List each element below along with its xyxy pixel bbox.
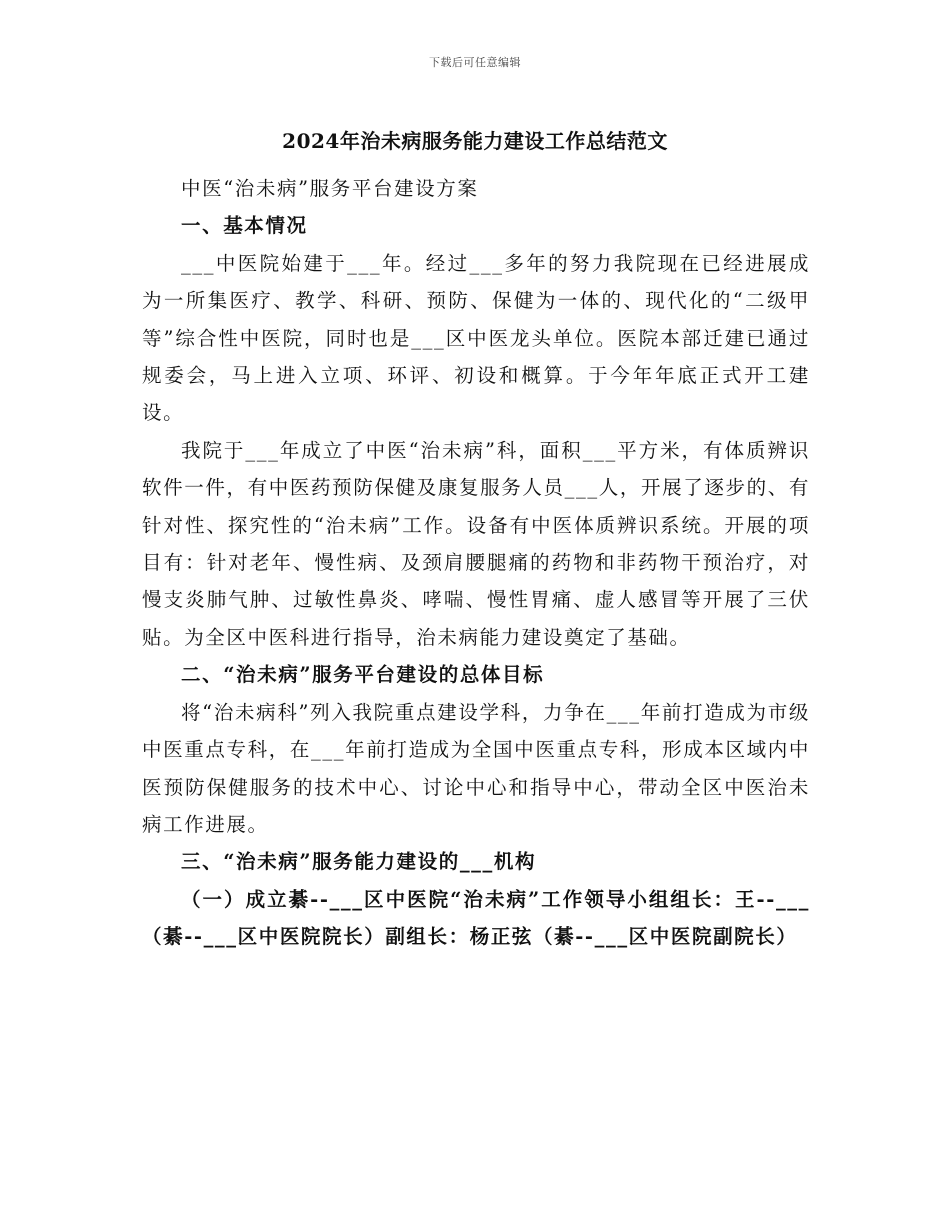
section-3-heading: 三、“治未病”服务能力建设的___机构 [181, 850, 537, 874]
section-1-paragraph-2: 我院于___年成立了中医“治未病”科，面积___平方米，有体质辨识软件一件，有中医药预防保健及康复服务人员___人，开展了逐步的、有针对性、探究性的“治未病”工作。设备有中医体质辨识系统。开展的项目有：针对老年、慢性病、及颈肩腰腿痛的药物和非药物干预治疗，对慢支炎肺气肿、过敏性鼻炎、哮喘、慢性胃痛、虚人感冒等开展了三伏贴。为全区中医科进行指导，治未病能力建设奠定了基础。 [142, 438, 810, 649]
section-1-heading: 一、基本情况 [181, 214, 308, 238]
section-2-heading: 二、“治未病”服务平台建设的总体目标 [181, 663, 545, 687]
section-2-paragraph-1: 将“治未病科”列入我院重点建设学科，力争在___年前打造成为市级中医重点专科，在___年前打造成为全国中医重点专科，形成本区域内中医预防保健服务的技术中心、讨论中心和指导中心，带动全区中医治未病工作进展。 [142, 700, 810, 836]
document-body [142, 170, 810, 956]
document-title: 2024年治未病服务能力建设工作总结范文 [282, 129, 668, 153]
section-3-paragraph-1: （一）成立綦--___区中医院“治未病”工作领导小组组长：王--___（綦--___区中医院院长）副组长：杨正弦（綦--___区中医院副院长） [142, 887, 810, 949]
subtitle: 中医“治未病”服务平台建设方案 [181, 177, 479, 200]
header-note: 下载后可任意编辑 [429, 56, 521, 69]
section-1-paragraph-1: ___中医院始建于___年。经过___多年的努力我院现在已经进展成为一所集医疗、教学、科研、预防、保健为一体的、现代化的“二级甲等”综合性中医院，同时也是___区中医龙头单位。医院本部迁建已通过规委会，马上进入立项、环评、初设和概算。于今年年底正式开工建设。 [142, 251, 810, 425]
